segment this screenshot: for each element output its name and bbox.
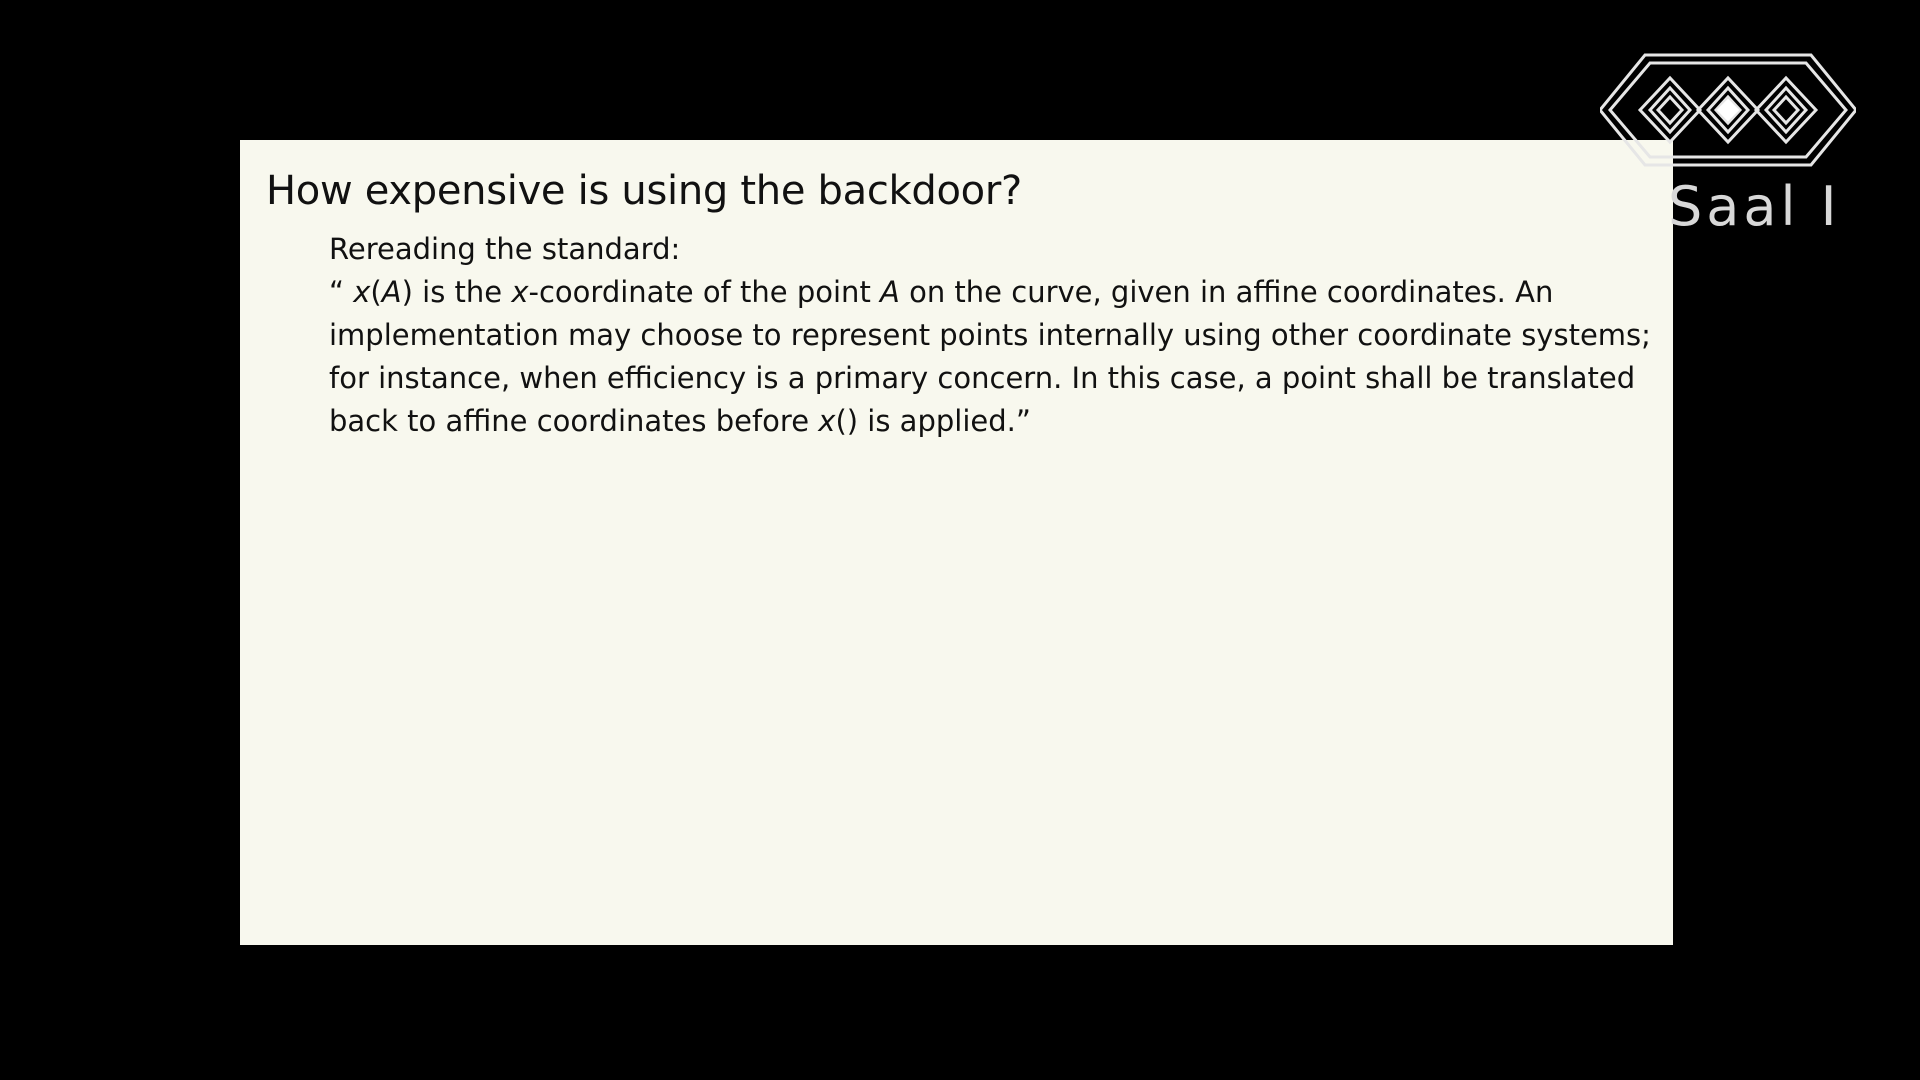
quote-fn-x2: x [818,404,836,438]
quote-open: “ [329,275,354,309]
quote-text-4: is applied.” [858,404,1031,438]
quote-paren-close: ) [401,275,413,309]
slide-body [329,228,1659,443]
ccc-logo-icon [1600,50,1856,170]
quote-point-var: A [880,275,900,309]
quote-fn-parens: () [835,404,859,438]
slide-intro: Rereading the standard: [329,232,681,266]
slide-title: How expensive is using the backdoor? [266,168,1022,214]
venue-logo [1590,50,1855,240]
quote-paren-open: ( [370,275,382,309]
quote-x-coord-var: x [511,275,529,309]
quote-text-1: is the [412,275,512,309]
venue-label: Saal I [1668,175,1841,238]
quote-text-3: on the curve, given in affine coordinates. An implementation may choose to represent points internally using other coordinate systems; for instance, when efficiency is a primary concern. In this case, a point shall be translated back to affine coordinates before [329,275,1651,438]
quote-text-2: -coordinate of the point [528,275,881,309]
presentation-slide [240,140,1673,945]
quote-var-a: A [381,275,402,309]
slide-quote [329,271,1659,443]
quote-fn-x: x [353,275,371,309]
